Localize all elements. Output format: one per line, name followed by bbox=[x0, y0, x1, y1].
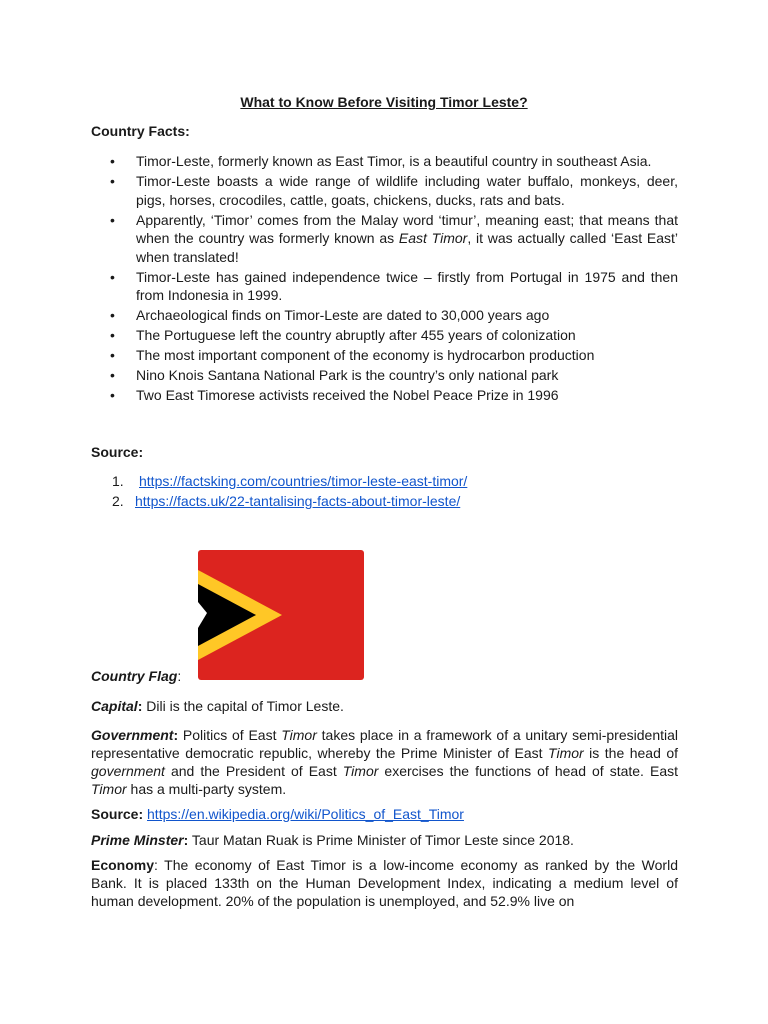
timor-leste-flag-image bbox=[198, 550, 364, 680]
source-link-1[interactable]: https://factsking.com/countries/timor-leste-east-timor/ bbox=[139, 473, 468, 489]
bullet-icon: • bbox=[110, 268, 115, 285]
bullet-icon: • bbox=[110, 307, 115, 323]
list-item: • Timor-Leste has gained independence twice – firstly from Portugal in 1975 and then from Indonesia in 1999. bbox=[110, 268, 678, 303]
list-item: • Two East Timorese activists received the Nobel Peace Prize in 1996 bbox=[110, 387, 559, 403]
prime-minister-paragraph: Prime Minster: Taur Matan Ruak is Prime Minister of Timor Leste since 2018. bbox=[91, 832, 574, 848]
government-paragraph: Government: Politics of East Timor takes place in a framework of a unitary semi-presidential representative democratic republic, whereby the Prime Minister of East Timor is the head of government and the President of East Timor exercises the functions of head of state. East Timor has a multi-party system. bbox=[91, 727, 679, 797]
list-item: • Nino Knois Santana National Park is the country’s only national park bbox=[110, 367, 559, 383]
wikipedia-source-link[interactable]: https://en.wikipedia.org/wiki/Politics_of_East_Timor bbox=[147, 806, 464, 822]
flag-graphic bbox=[198, 550, 364, 680]
capital-paragraph: Capital: Dili is the capital of Timor Leste. bbox=[91, 698, 344, 714]
bullet-icon: • bbox=[110, 211, 115, 228]
bullet-icon: • bbox=[110, 367, 115, 383]
facts-list bbox=[91, 152, 678, 406]
country-flag-caption: Country Flag: bbox=[91, 668, 182, 684]
country-facts-heading: Country Facts: bbox=[91, 123, 190, 139]
economy-paragraph: Economy: The economy of East Timor is a low-income economy as ranked by the World Bank. It is placed 133th on the Human Development Index, indicating a medium level of human development. 20% of the population is unemployed, and 52.9% live on bbox=[91, 857, 678, 909]
list-item: • The Portuguese left the country abruptly after 455 years of colonization bbox=[110, 327, 576, 343]
bullet-icon: • bbox=[110, 327, 115, 343]
sources-list bbox=[91, 472, 678, 511]
list-item: • Timor-Leste, formerly known as East Timor, is a beautiful country in southeast Asia. bbox=[110, 153, 652, 169]
source-paragraph: Source: https://en.wikipedia.org/wiki/Politics_of_East_Timor bbox=[91, 806, 464, 822]
bullet-icon: • bbox=[110, 387, 115, 403]
source-link-2[interactable]: https://facts.uk/22-tantalising-facts-about-timor-leste/ bbox=[135, 492, 461, 509]
list-item: • Apparently, ‘Timor’ comes from the Malay word ‘timur’, meaning east; that means that when the country was formerly known as East Timor, it was actually called ‘East East’ when translated! bbox=[110, 211, 679, 265]
list-item: • Timor-Leste boasts a wide range of wildlife including water buffalo, monkeys, deer, pigs, horses, crocodiles, cattle, goats, chickens, ducks, rats and bats. bbox=[110, 173, 678, 208]
list-item: • The most important component of the economy is hydrocarbon production bbox=[110, 347, 595, 363]
list-item: 1. https://factsking.com/countries/timor-leste-east-timor/ bbox=[112, 473, 468, 489]
bullet-icon: • bbox=[110, 347, 115, 363]
bullet-icon: • bbox=[110, 173, 115, 189]
list-item: • Archaeological finds on Timor-Leste are dated to 30,000 years ago bbox=[110, 307, 550, 323]
source-heading: Source: bbox=[91, 444, 144, 460]
bullet-icon: • bbox=[110, 153, 115, 169]
document-title: What to Know Before Visiting Timor Leste? bbox=[240, 94, 528, 110]
list-item: 2. https://facts.uk/22-tantalising-facts-about-timor-leste/ bbox=[112, 492, 461, 509]
